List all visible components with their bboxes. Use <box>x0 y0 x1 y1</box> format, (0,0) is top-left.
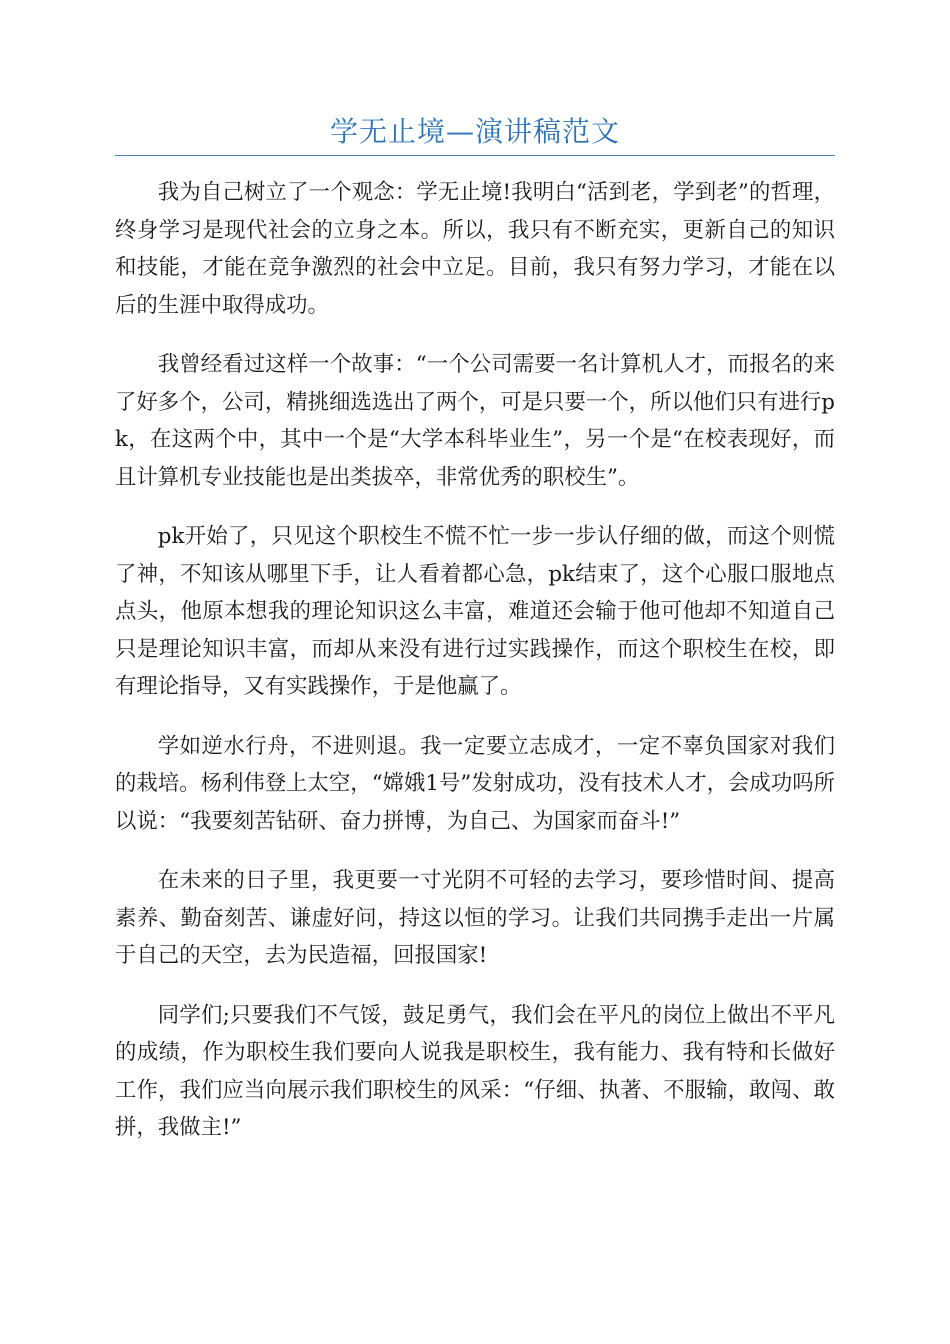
paragraph-5: 在未来的日子里，我更要一寸光阴不可轻的去学习，要珍惜时间、提高素养、勤奋刻苦、谦虚好问，持这以恒的学习。让我们共同携手走出一片属于自己的天空，去为民造福，回报国家! <box>115 868 835 968</box>
paragraph-2: 我曾经看过这样一个故事：“一个公司需要一名计算机人才，而报名的来了好多个，公司，精挑细选选出了两个，可是只要一个，所以他们只有进行pk，在这两个中，其中一个是“大学本科毕业生”，另一个是“在校表现好，而且计算机专业技能也是出类拔卒，非常优秀的职校生”。 <box>115 352 835 490</box>
paragraph-1: 我为自己树立了一个观念：学无止境!我明白“活到老，学到老”的哲理，终身学习是现代社会的立身之本。所以，我只有不断充实，更新自己的知识和技能，才能在竞争激烈的社会中立足。目前，我只有努力学习，才能在以后的生涯中取得成功。 <box>115 180 835 318</box>
paragraph-4: 学如逆水行舟，不进则退。我一定要立志成才，一定不辜负国家对我们的栽培。杨利伟登上太空，“嫦娥1号”发射成功，没有技术人才，会成功吗所以说：“我要刻苦钻研、奋力拼博，为自己、为国家而奋斗!” <box>115 733 835 834</box>
page-title: 学无止境—演讲稿范文 <box>329 115 620 148</box>
paragraph-6: 同学们;只要我们不气馁，鼓足勇气，我们会在平凡的岗位上做出不平凡的成绩，作为职校生我们要向人说我是职校生，我有能力、我有特和长做好工作，我们应当向展示我们职校生的风采：“仔细、执著、不服输，敢闯、敢拼，我做主!” <box>115 1002 835 1140</box>
title-underline <box>115 155 835 156</box>
paragraph-3: pk开始了，只见这个职校生不慌不忙一步一步认仔细的做，而这个则慌了神，不知该从哪里下手，让人看着都心急，pk结束了，这个心服口服地点点头，他原本想我的理论知识这么丰富，难道还会输于他可他却不知道自己只是理论知识丰富，而却从来没有进行过实践操作，而这个职校生在校，即有理论指导，又有实践操作，于是他赢了。 <box>115 524 835 699</box>
document-body <box>115 174 835 1169</box>
